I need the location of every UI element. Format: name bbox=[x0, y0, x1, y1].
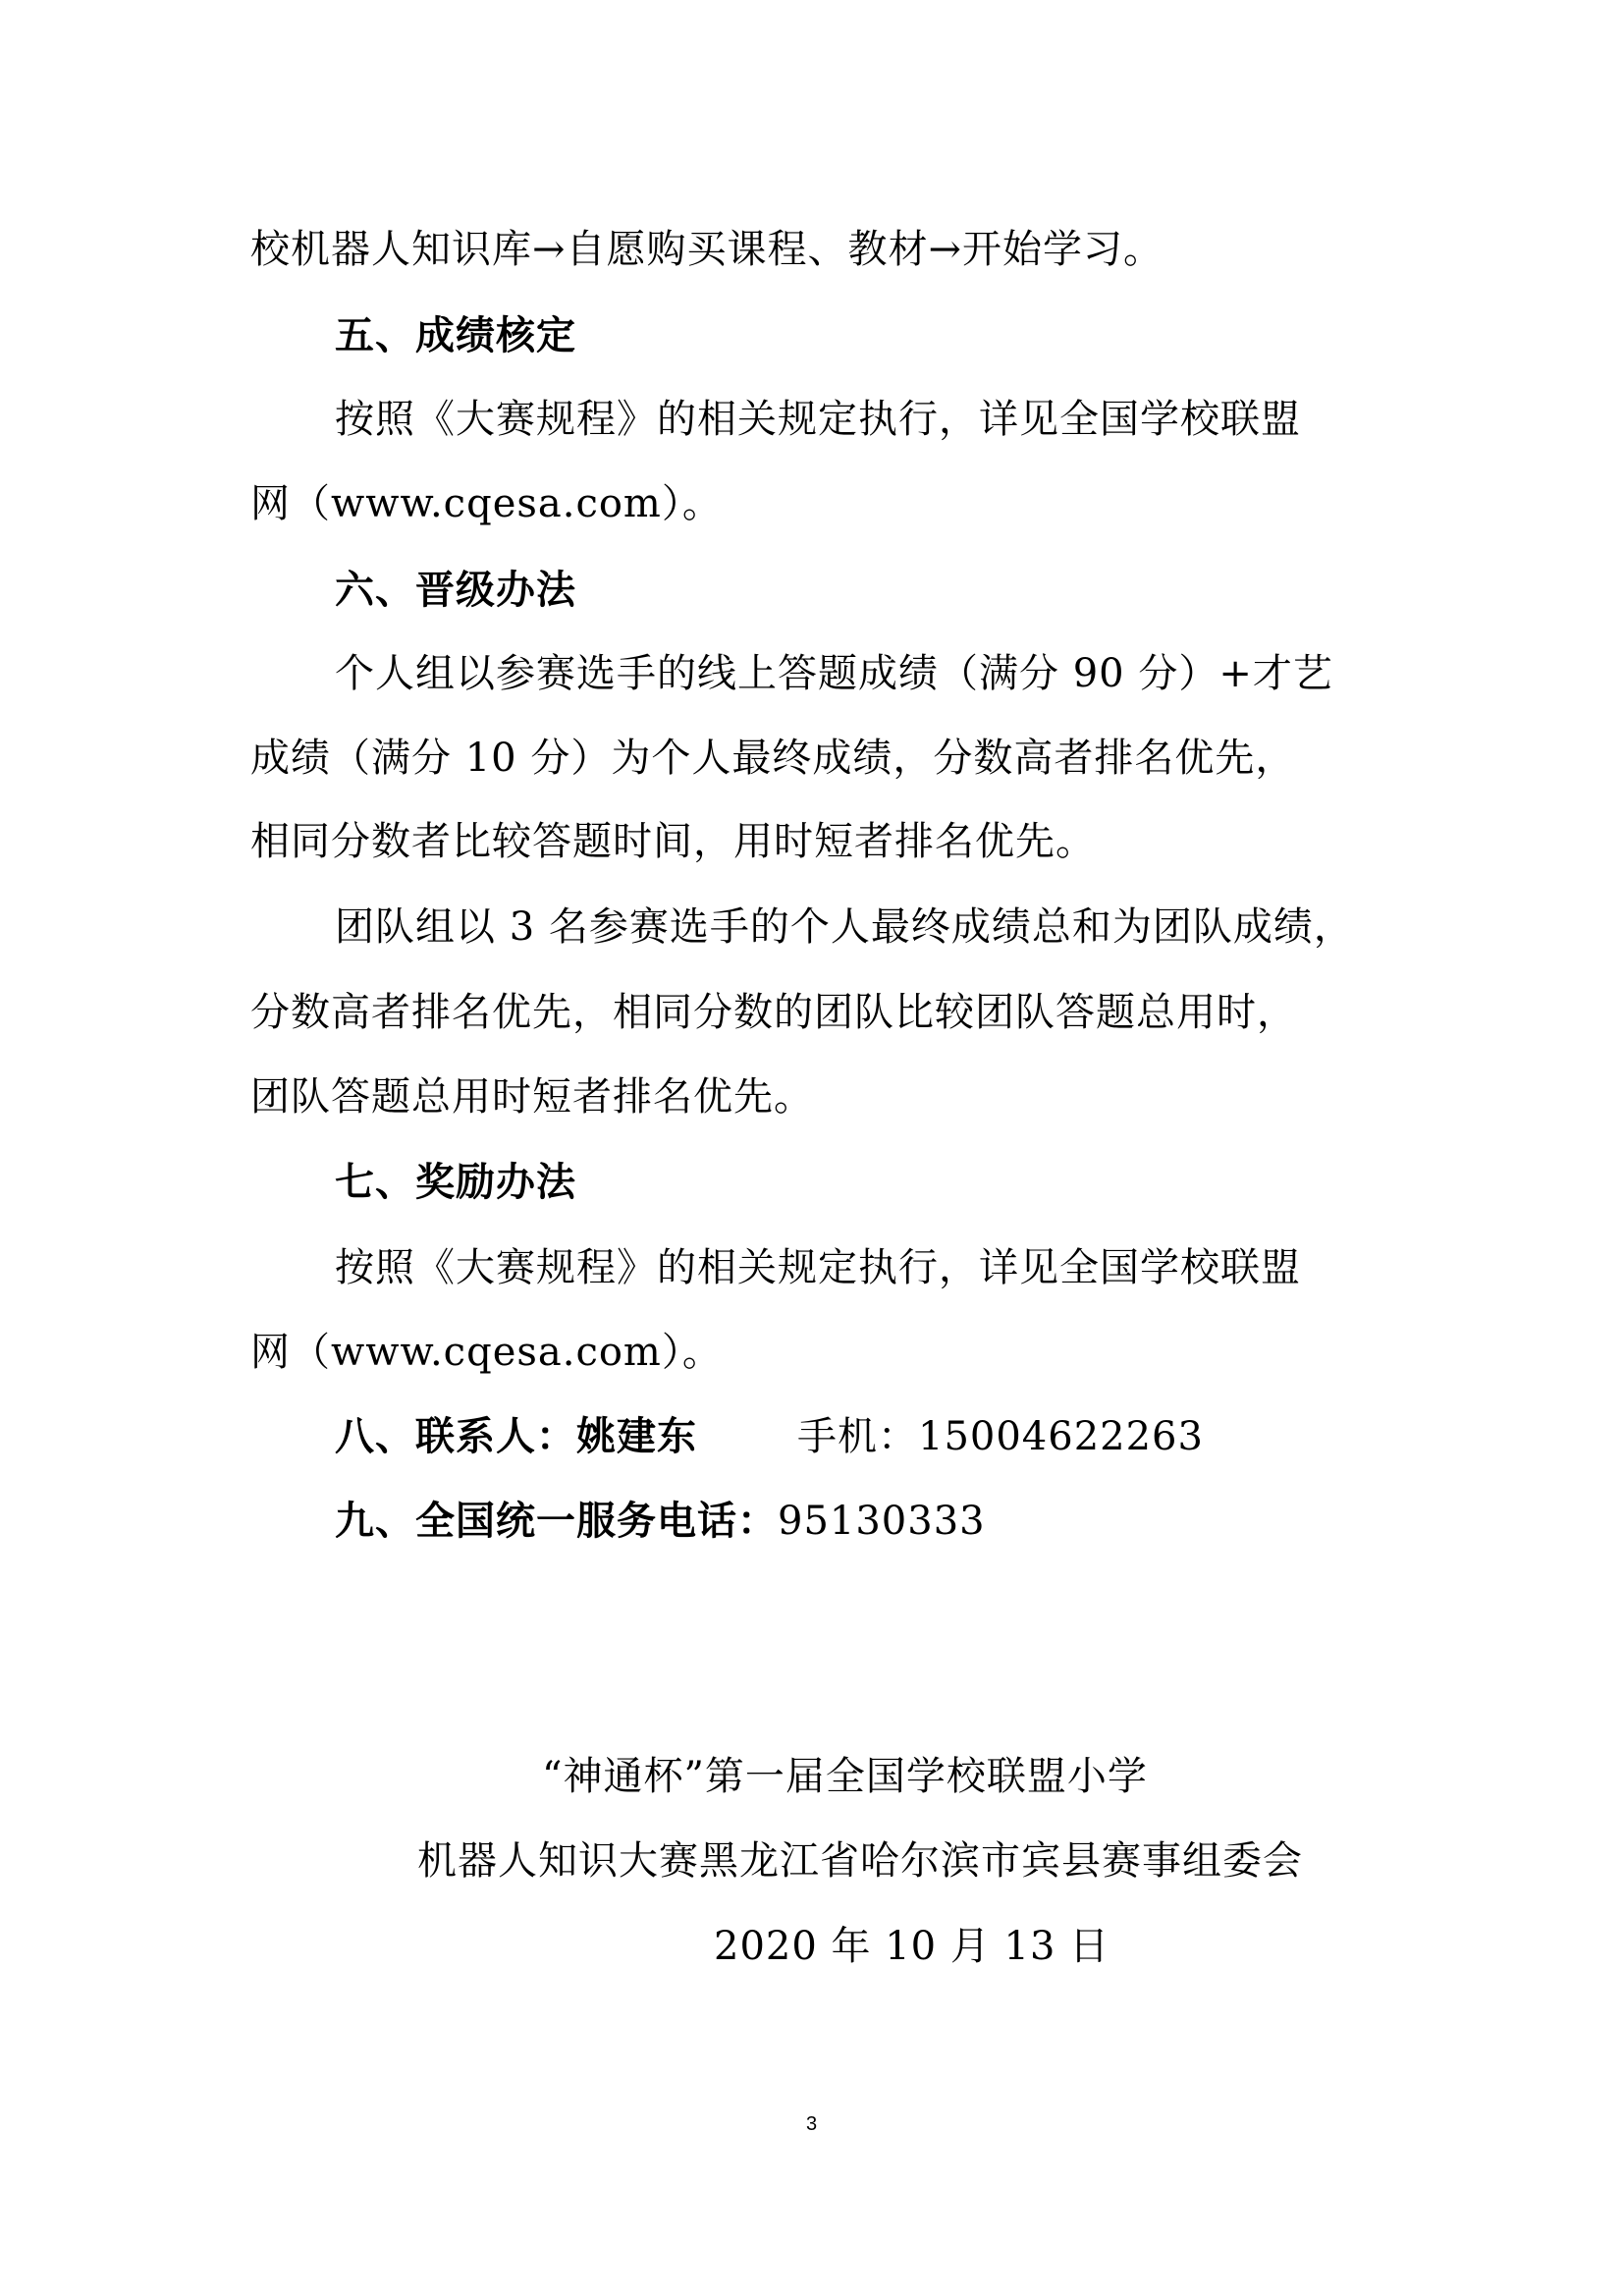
section-5-text-line-1: 按照《大赛规程》的相关规定执行，详见全国学校联盟 bbox=[335, 397, 1301, 442]
section-6-p1-line-2: 成绩（满分 10 分）为个人最终成绩，分数高者排名优先， bbox=[250, 736, 1296, 781]
section-6-p2-line-1: 团队组以 3 名参赛选手的个人最终成绩总和为团队成绩， bbox=[335, 904, 1354, 950]
contact-person-label: 八、联系人：姚建东 bbox=[335, 1414, 697, 1459]
signature-line-2: 机器人知识大赛黑龙江省哈尔滨市宾县赛事组委会 bbox=[417, 1838, 1303, 1884]
section-5-text-line-2: 网（www.cqesa.com）。 bbox=[250, 481, 723, 526]
service-phone-label: 九、全国统一服务电话： bbox=[335, 1499, 778, 1544]
text-line-intro: 校机器人知识库→自愿购买课程、教材→开始学习。 bbox=[250, 227, 1164, 272]
section-7-text-line-1: 按照《大赛规程》的相关规定执行，详见全国学校联盟 bbox=[335, 1245, 1301, 1290]
signature-date: 2020 年 10 月 13 日 bbox=[714, 1924, 1110, 1969]
section-5-heading: 五、成绩核定 bbox=[335, 313, 576, 358]
section-6-p1-line-1: 个人组以参赛选手的线上答题成绩（满分 90 分）+才艺 bbox=[335, 651, 1333, 696]
section-6-p2-line-3: 团队答题总用时短者排名优先。 bbox=[250, 1074, 814, 1120]
service-phone-number: 95130333 bbox=[778, 1499, 986, 1544]
section-8-contact bbox=[335, 1413, 697, 1460]
section-9-service-phone bbox=[335, 1498, 986, 1545]
section-6-p1-line-3: 相同分数者比较答题时间，用时短者排名优先。 bbox=[250, 819, 1096, 864]
section-7-heading: 七、奖励办法 bbox=[335, 1160, 576, 1205]
contact-phone: 手机：15004622263 bbox=[797, 1414, 1204, 1459]
signature-line-1: “神通杯”第一届全国学校联盟小学 bbox=[542, 1754, 1148, 1799]
section-7-text-line-2: 网（www.cqesa.com）。 bbox=[250, 1330, 723, 1375]
page-number: 3 bbox=[805, 2113, 818, 2135]
section-6-p2-line-2: 分数高者排名优先，相同分数的团队比较团队答题总用时， bbox=[250, 990, 1297, 1035]
section-6-heading: 六、晋级办法 bbox=[335, 568, 576, 613]
